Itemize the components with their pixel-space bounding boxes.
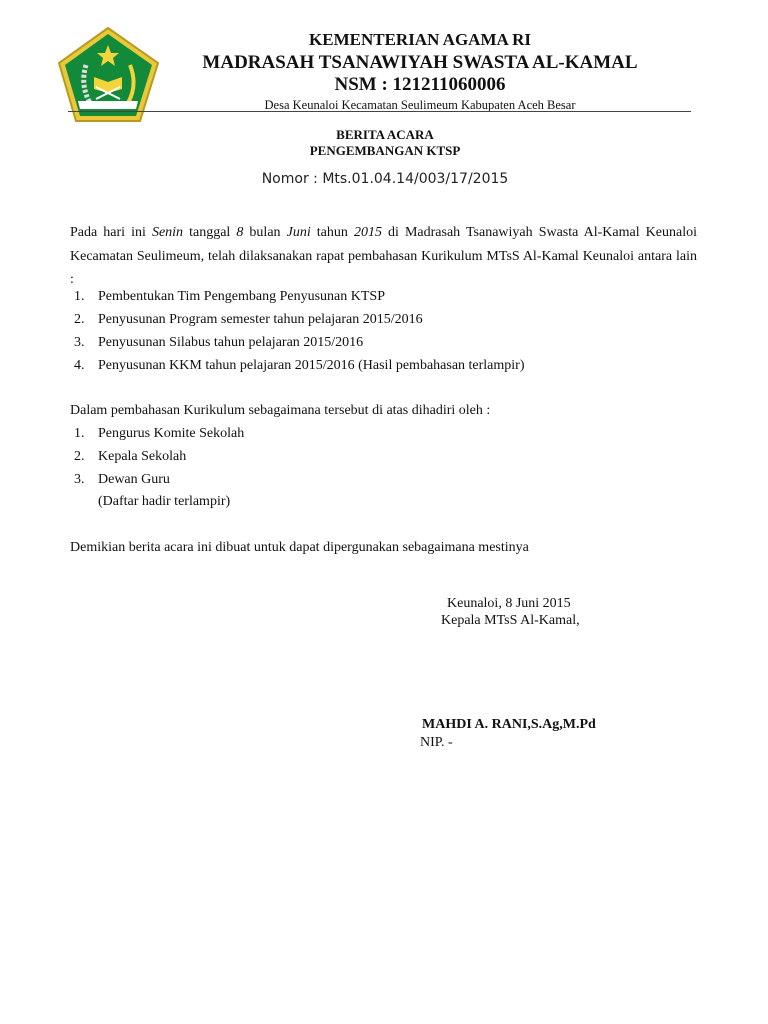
signatory-nip: NIP. -	[420, 735, 453, 750]
item-number: 2.	[74, 449, 85, 464]
agenda-item	[74, 358, 525, 374]
signatory-name: MAHDI A. RANI,S.Ag,M.Pd	[422, 717, 596, 732]
closing-statement: Demikian berita acara ini dibuat untuk dapat dipergunakan sebagaimana mestinya	[70, 540, 529, 555]
agenda-item	[74, 289, 385, 305]
text: tanggal	[183, 225, 237, 240]
text: di Madrasah Tsanawiyah Swasta Al-Kamal Keunaloi Kecamatan Seulimeum, telah dilaksanakan rapat pembahasan Kurikulum MTsS Al-Kamal Keunaloi antara lain :	[70, 225, 697, 287]
document-subtitle: PENGEMBANGAN KTSP	[309, 143, 461, 158]
attendance-intro: Dalam pembahasan Kurikulum sebagaimana tersebut di atas dihadiri oleh :	[70, 403, 491, 418]
item-text: Penyusunan Program semester tahun pelajaran 2015/2016	[98, 312, 423, 327]
attendee-item	[74, 426, 244, 442]
document-number: Nomor : Mts.01.04.14/003/17/2015	[261, 171, 509, 187]
school-nsm: NSM : 121211060006	[334, 74, 506, 95]
attendee-item	[74, 472, 170, 488]
item-text: Penyusunan KKM tahun pelajaran 2015/2016 (Hasil pembahasan terlampir)	[98, 358, 525, 373]
item-text: Dewan Guru	[98, 472, 170, 487]
header-divider	[68, 111, 691, 112]
item-number: 1.	[74, 289, 85, 304]
item-text: Pengurus Komite Sekolah	[98, 426, 245, 441]
agenda-item	[74, 335, 363, 351]
date: 8	[236, 225, 244, 240]
ministry-logo-icon	[56, 25, 161, 125]
day: Senin	[151, 225, 184, 240]
agenda-item	[74, 312, 423, 328]
item-text: Penyusunan Silabus tahun pelajaran 2015/2016	[98, 335, 364, 350]
place-date: Keunaloi, 8 Juni 2015	[447, 596, 571, 611]
school-address: Desa Keunaloi Kecamatan Seulimeum Kabupaten Aceh Besar	[264, 98, 576, 112]
month: Juni	[286, 225, 311, 240]
item-number: 1.	[74, 426, 85, 441]
item-text: Pembentukan Tim Pengembang Penyusunan KTSP	[98, 289, 386, 304]
item-number: 4.	[74, 358, 85, 373]
item-number: 3.	[74, 472, 85, 487]
year: 2015	[353, 225, 382, 240]
text: tahun	[310, 225, 354, 240]
text: bulan	[243, 225, 287, 240]
item-number: 3.	[74, 335, 85, 350]
text: Pada hari ini	[70, 225, 152, 240]
school-name: MADRASAH TSANAWIYAH SWASTA AL-KAMAL	[202, 52, 638, 73]
attendee-item	[74, 449, 186, 465]
document-title: BERITA ACARA	[336, 127, 434, 142]
signatory-position: Kepala MTsS Al-Kamal,	[441, 613, 580, 628]
item-text: Kepala Sekolah	[98, 449, 187, 464]
item-number: 2.	[74, 312, 85, 327]
opening-paragraph	[70, 221, 697, 292]
ministry-heading: KEMENTERIAN AGAMA RI	[309, 30, 531, 49]
attendance-note: (Daftar hadir terlampir)	[98, 494, 231, 509]
